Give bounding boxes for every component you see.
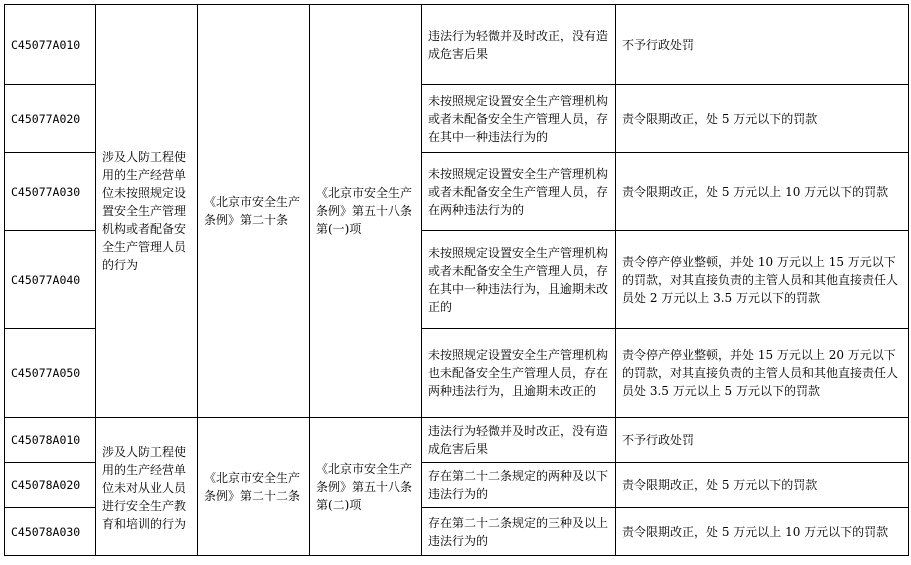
circumstance-cell: 存在第二十二条规定的两种及以下违法行为的 (422, 463, 616, 508)
table-row (5, 5, 909, 85)
item-code: C45077A030 (5, 153, 96, 231)
item-code: C45078A030 (5, 508, 96, 556)
circumstance-cell: 违法行为轻微并及时改正，没有造成危害后果 (422, 418, 616, 463)
penalty-standards-table (4, 4, 909, 556)
circumstance-cell: 未按照规定设置安全生产管理机构也未配备安全生产管理人员，存在两种违法行为，且逾期未改正的 (422, 329, 616, 418)
item-code: C45077A040 (5, 231, 96, 329)
item-code: C45078A010 (5, 418, 96, 463)
violation-subject: 涉及人防工程使用的生产经营单位未按照规定设置安全生产管理机构或者配备安全生产管理人员的行为 (96, 5, 198, 418)
item-code: C45078A020 (5, 463, 96, 508)
item-code: C45077A050 (5, 329, 96, 418)
penalty-cell: 责令停产停业整顿，并处 15 万元以上 20 万元以下的罚款，对其直接负责的主管人员和其他直接责任人员处 3.5 万元以上 5 万元以下的罚款 (616, 329, 909, 418)
circumstance-cell: 未按照规定设置安全生产管理机构或者未配备安全生产管理人员，存在其中一种违法行为的 (422, 85, 616, 153)
penalty-basis: 《北京市安全生产条例》第五十八条第(二)项 (310, 418, 422, 556)
penalty-basis: 《北京市安全生产条例》第五十八条第(一)项 (310, 5, 422, 418)
penalty-cell: 责令限期改正，处 5 万元以上 10 万元以下的罚款 (616, 508, 909, 556)
item-code: C45077A010 (5, 5, 96, 85)
circumstance-cell: 未按照规定设置安全生产管理机构或者未配备安全生产管理人员，存在其中一种违法行为，且逾期未改正的 (422, 231, 616, 329)
penalty-cell: 责令限期改正，处 5 万元以下的罚款 (616, 463, 909, 508)
penalty-cell: 责令限期改正，处 5 万元以下的罚款 (616, 85, 909, 153)
table-row (5, 418, 909, 463)
violation-basis: 《北京市安全生产条例》第二十条 (198, 5, 310, 418)
circumstance-cell: 存在第二十二条规定的三种及以上违法行为的 (422, 508, 616, 556)
item-code: C45077A020 (5, 85, 96, 153)
penalty-cell: 不予行政处罚 (616, 5, 909, 85)
circumstance-cell: 违法行为轻微并及时改正，没有造成危害后果 (422, 5, 616, 85)
penalty-cell: 责令限期改正，处 5 万元以上 10 万元以下的罚款 (616, 153, 909, 231)
penalty-cell: 不予行政处罚 (616, 418, 909, 463)
violation-subject: 涉及人防工程使用的生产经营单位未对从业人员进行安全生产教育和培训的行为 (96, 418, 198, 556)
circumstance-cell: 未按照规定设置安全生产管理机构或者未配备安全生产管理人员，存在两种违法行为的 (422, 153, 616, 231)
violation-basis: 《北京市安全生产条例》第二十二条 (198, 418, 310, 556)
penalty-cell: 责令停产停业整顿，并处 10 万元以上 15 万元以下的罚款，对其直接负责的主管人员和其他直接责任人员处 2 万元以上 3.5 万元以下的罚款 (616, 231, 909, 329)
